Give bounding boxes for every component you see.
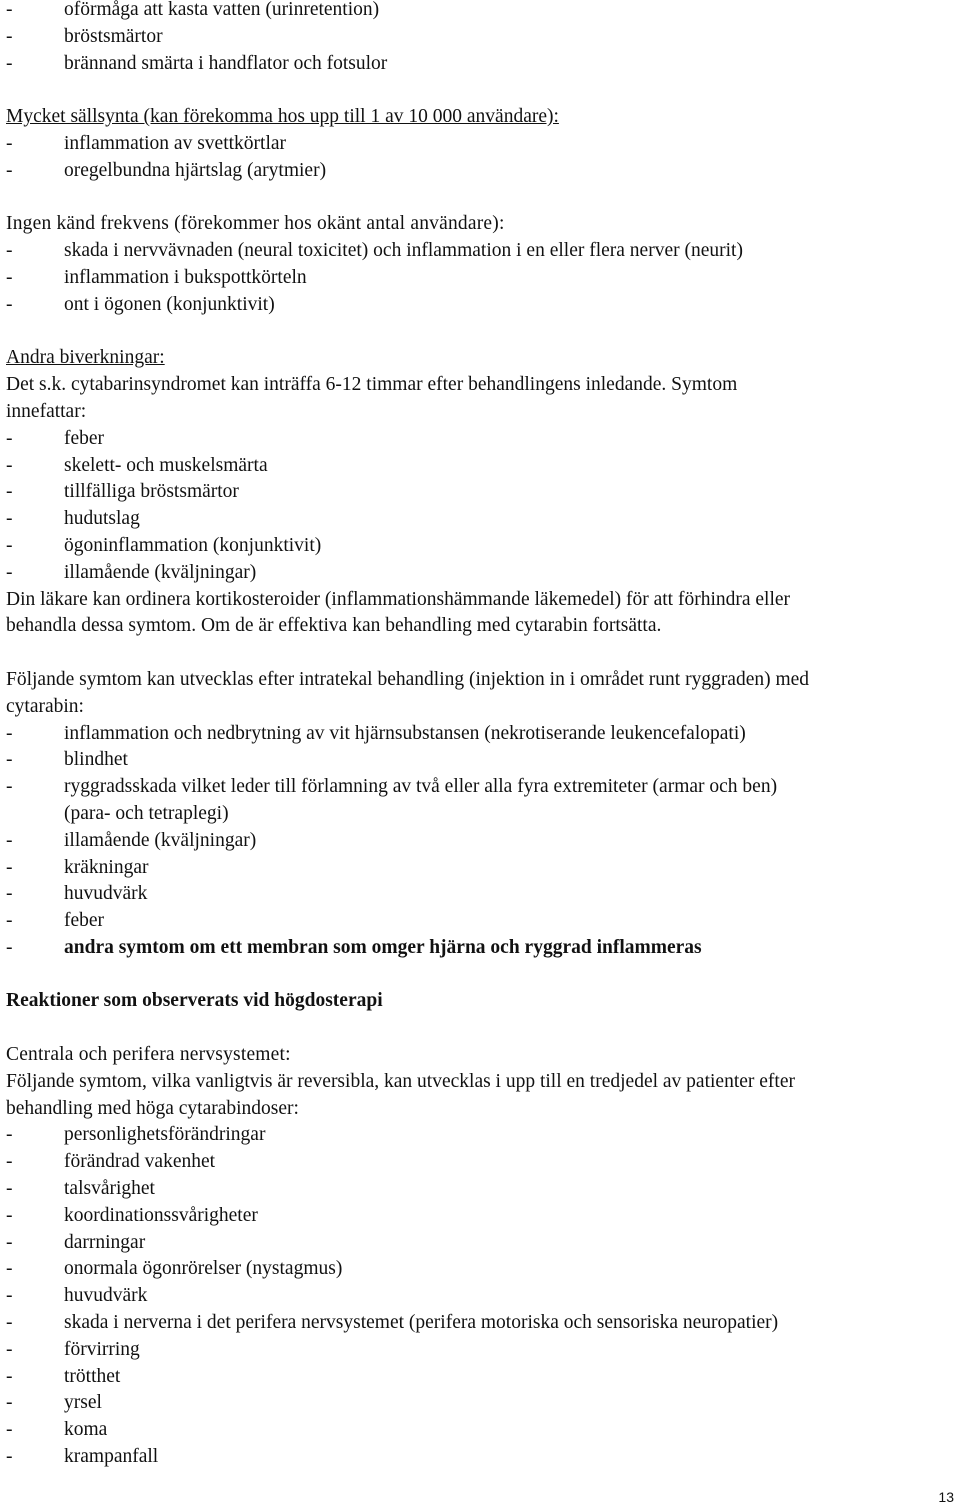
dash: - (6, 52, 13, 74)
list-item: - feber (6, 908, 954, 935)
list-item: - personlighetsförändringar (6, 1122, 954, 1149)
list-item: - ryggradsskada vilket leder till förlamning av två eller alla fyra extremiteter (armar och ben) (6, 774, 954, 801)
dash: - (6, 25, 13, 47)
dash: - (6, 1204, 13, 1226)
cns-subheading: Centrala och perifera nervsystemet: (6, 1044, 291, 1066)
dash: - (6, 132, 13, 154)
paragraph-line: cytarabin: (6, 695, 84, 717)
dash: - (6, 936, 13, 958)
dash: - (6, 722, 13, 744)
dash: - (6, 266, 13, 288)
dash: - (6, 481, 13, 503)
list-item: - förvirring (6, 1337, 954, 1364)
list-item: - blindhet (6, 747, 954, 774)
unknown-frequency-heading: Ingen känd frekvens (förekommer hos okänt antal användare): (6, 213, 505, 235)
list-item: - huvudvärk (6, 881, 954, 908)
list-item: - darrningar (6, 1230, 954, 1257)
very-rare-heading: Mycket sällsynta (kan förekomma hos upp till 1 av 10 000 användare): (6, 106, 559, 128)
list-item: - ögoninflammation (konjunktivit) (6, 533, 954, 560)
dash: - (6, 1285, 13, 1307)
dash: - (6, 1419, 13, 1441)
dash: - (6, 1365, 13, 1387)
paragraph-line: Följande symtom, vilka vanligtvis är reversibla, kan utvecklas i upp till en tredjedel av patienter efter (6, 1070, 795, 1092)
list-item: - krampanfall (6, 1444, 954, 1471)
dash: - (6, 1392, 13, 1414)
list-item: - ont i ögonen (konjunktivit) (6, 292, 954, 319)
list-item: - illamående (kväljningar) (6, 560, 954, 587)
paragraph-line: behandling med höga cytarabindoser: (6, 1097, 299, 1119)
dash: - (6, 749, 13, 771)
list-item: - oregelbundna hjärtslag (arytmier) (6, 158, 954, 185)
list-item: - oförmåga att kasta vatten (urinretention) (6, 0, 954, 24)
dash: - (6, 240, 13, 262)
list-item: - inflammation i bukspottkörteln (6, 265, 954, 292)
dash: - (6, 829, 13, 851)
page-number: 13 (938, 1489, 954, 1505)
dash: - (6, 1338, 13, 1360)
paragraph-line: innefattar: (6, 400, 87, 422)
dash: - (6, 508, 13, 530)
paragraph-line: Det s.k. cytabarinsyndromet kan inträffa 6-12 timmar efter behandlingens inledande. Symtom (6, 374, 738, 396)
list-item: - skelett- och muskelsmärta (6, 453, 954, 480)
high-dose-heading: Reaktioner som observerats vid högdosterapi (6, 990, 383, 1012)
dash: - (6, 427, 13, 449)
paragraph-line: Följande symtom kan utvecklas efter intratekal behandling (injektion in i området runt ryggraden) med (6, 668, 810, 690)
list-item: - skada i nerverna i det perifera nervsystemet (perifera motoriska och sensoriska neuropatier) (6, 1310, 954, 1337)
dash: - (6, 883, 13, 905)
list-item: - skada i nervvävnaden (neural toxicitet) och inflammation i en eller flera nerver (neurit) (6, 238, 954, 265)
dash: - (6, 293, 13, 315)
list-item: - hudutslag (6, 506, 954, 533)
dash: - (6, 1312, 13, 1334)
paragraph-line: Din läkare kan ordinera kortikosteroider (inflammationshämmande läkemedel) för att förhindra eller (6, 588, 791, 610)
list-item: - tillfälliga bröstsmärtor (6, 479, 954, 506)
list-item: - trötthet (6, 1364, 954, 1391)
dash: - (6, 0, 13, 20)
dash: - (6, 561, 13, 583)
dash: - (6, 534, 13, 556)
dash: - (6, 1231, 13, 1253)
top-list (6, 0, 954, 77)
list-item: - onormala ögonrörelser (nystagmus) (6, 1256, 954, 1283)
dash: - (6, 1151, 13, 1173)
list-item: - feber (6, 426, 954, 453)
dash: - (6, 1124, 13, 1146)
dash: - (6, 776, 13, 798)
list-item: - bröstsmärtor (6, 24, 954, 51)
dash: - (6, 1178, 13, 1200)
list-item: - koordinationssvårigheter (6, 1203, 954, 1230)
list-item: - förändrad vakenhet (6, 1149, 954, 1176)
list-item: - huvudvärk (6, 1283, 954, 1310)
list-item-continuation: (para- och tetraplegi) (64, 802, 229, 824)
dash: - (6, 1446, 13, 1468)
paragraph-line: behandla dessa symtom. Om de är effektiva kan behandling med cytarabin fortsätta. (6, 615, 662, 637)
list-item-bold: - andra symtom om ett membran som omger hjärna och ryggrad inflammeras (6, 935, 954, 962)
list-item: - yrsel (6, 1390, 954, 1417)
list-item: - illamående (kväljningar) (6, 828, 954, 855)
dash: - (6, 910, 13, 932)
document-page (6, 0, 954, 1471)
list-item: - koma (6, 1417, 954, 1444)
dash: - (6, 454, 13, 476)
list-item: - talsvårighet (6, 1176, 954, 1203)
other-effects-heading: Andra biverkningar: (6, 347, 165, 369)
list-item: - kräkningar (6, 855, 954, 882)
list-item: - brännand smärta i handflator och fotsulor (6, 51, 954, 78)
dash: - (6, 159, 13, 181)
list-item: - inflammation och nedbrytning av vit hjärnsubstansen (nekrotiserande leukencefalopati) (6, 721, 954, 748)
list-item: - inflammation av svettkörtlar (6, 131, 954, 158)
dash: - (6, 1258, 13, 1280)
dash: - (6, 856, 13, 878)
